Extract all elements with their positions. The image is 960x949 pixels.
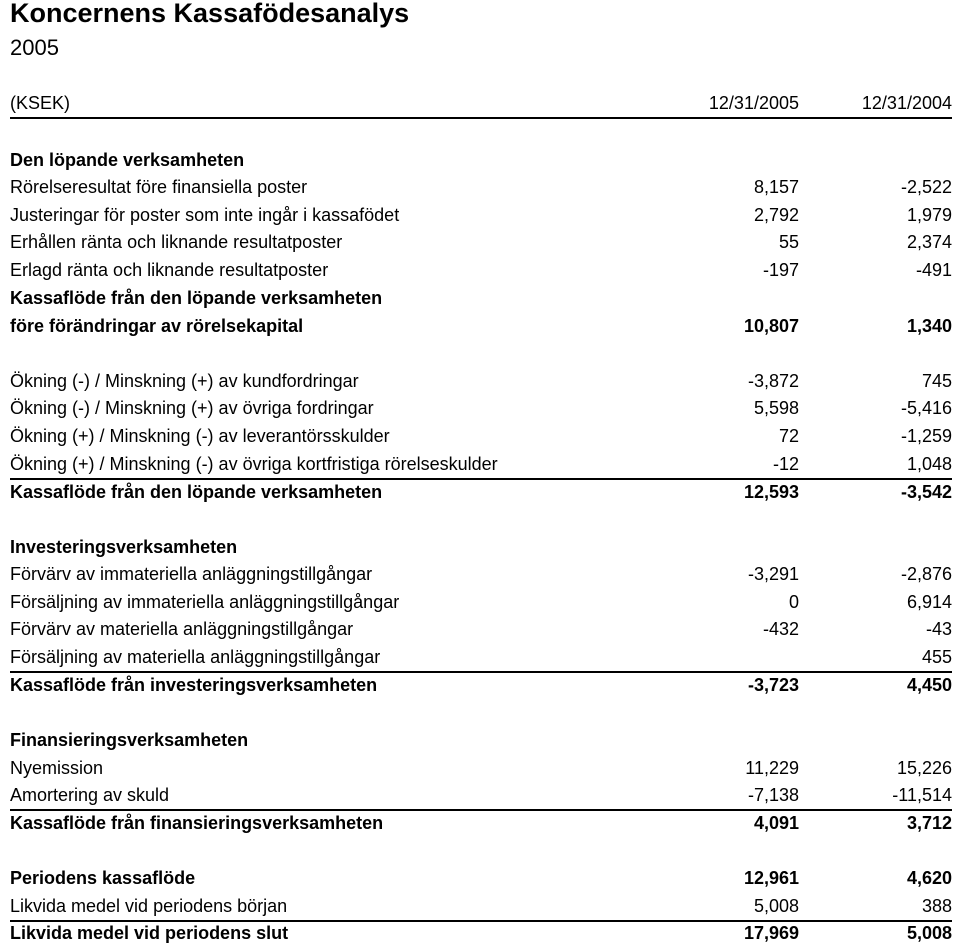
section-heading-label: Investeringsverksamheten: [10, 537, 238, 557]
table-row: [10, 782, 952, 811]
period-cashflow-row: [10, 865, 952, 892]
table-row: [10, 561, 952, 588]
value-2004: 1,979: [906, 205, 952, 225]
table-row: [10, 395, 952, 422]
table-row: [10, 616, 952, 643]
value-2004: 2,374: [906, 232, 952, 252]
value-2005: 0: [788, 592, 799, 612]
value-2004: 4,620: [906, 868, 952, 888]
row-label: Kassaflöde från den löpande verksamheten: [10, 482, 383, 502]
row-label: Kassaflöde från investeringsverksamheten: [10, 675, 378, 695]
total-row-financing: [10, 810, 952, 837]
table-row: [10, 257, 952, 284]
row-label: Periodens kassaflöde: [10, 868, 196, 888]
value-2005: 10,807: [743, 316, 799, 336]
row-label: Försäljning av materiella anläggningstillgångar: [10, 647, 381, 667]
value-2004: 3,712: [906, 813, 952, 833]
value-2004: -43: [925, 619, 952, 639]
table-row: [10, 202, 952, 229]
table-row: [10, 451, 952, 480]
value-2004: 6,914: [906, 592, 952, 612]
table-row: [10, 423, 952, 450]
value-2004: 15,226: [896, 758, 952, 778]
value-2005: -7,138: [747, 785, 799, 805]
row-label: Rörelseresultat före finansiella poster: [10, 177, 308, 197]
value-2004: 388: [921, 896, 952, 916]
section-heading-operating: [10, 147, 952, 174]
value-2004: -2,522: [900, 177, 952, 197]
value-2004: 455: [921, 647, 952, 667]
value-2005: -3,723: [747, 675, 799, 695]
value-2004: -2,876: [900, 564, 952, 584]
value-2005: 4,091: [753, 813, 799, 833]
table-row: [10, 589, 952, 616]
row-label: Ökning (-) / Minskning (+) av övriga fordringar: [10, 398, 374, 418]
value-2004: 5,008: [906, 923, 952, 943]
row-label: Erhållen ränta och liknande resultatposter: [10, 232, 343, 252]
table-row: [10, 644, 952, 673]
value-2004: -11,514: [892, 785, 952, 805]
value-2005: 12,593: [743, 482, 799, 502]
value-2005: 17,969: [743, 923, 799, 943]
table-row: [10, 229, 952, 256]
value-2005: 5,598: [753, 398, 799, 418]
total-row-operating: [10, 479, 952, 506]
unit-label: (KSEK): [10, 93, 71, 113]
table-row: [10, 174, 952, 201]
row-label: Likvida medel vid periodens slut: [10, 923, 289, 943]
row-label: Kassaflöde från finansieringsverksamheten: [10, 813, 384, 833]
value-2005: -197: [762, 260, 799, 280]
value-2004: 1,048: [906, 454, 952, 474]
row-label: Nyemission: [10, 758, 104, 778]
report-title: Koncernens Kassafödesanalys: [10, 0, 410, 28]
value-2005: 11,229: [745, 758, 799, 778]
row-label: Kassaflöde från den löpande verksamheten: [10, 288, 383, 308]
value-2004: -3,542: [900, 482, 952, 502]
subtotal-row-line1: [10, 285, 952, 312]
section-heading-label: Den löpande verksamheten: [10, 150, 245, 170]
row-label: Förvärv av materiella anläggningstillgångar: [10, 619, 354, 639]
row-label: Förvärv av immateriella anläggningstillgångar: [10, 564, 373, 584]
report-year: 2005: [10, 35, 59, 60]
value-2004: 745: [921, 371, 952, 391]
value-2005: -3,872: [747, 371, 799, 391]
section-heading-investing: [10, 534, 952, 561]
row-label: Försäljning av immateriella anläggningstillgångar: [10, 592, 400, 612]
row-label: Ökning (+) / Minskning (-) av övriga kortfristiga rörelseskulder: [10, 454, 498, 474]
row-label: före förändringar av rörelsekapital: [10, 316, 304, 336]
row-label: Likvida medel vid periodens början: [10, 896, 288, 916]
value-2005: -12: [772, 454, 799, 474]
table-row: [10, 368, 952, 395]
row-label: Amortering av skuld: [10, 785, 170, 805]
value-2005: -3,291: [747, 564, 799, 584]
value-2005: -432: [762, 619, 799, 639]
row-label: Ökning (-) / Minskning (+) av kundfordringar: [10, 371, 359, 391]
section-heading-financing: [10, 727, 952, 754]
opening-cash-row: [10, 893, 952, 922]
value-2005: 55: [778, 232, 799, 252]
column-header-row: [10, 90, 952, 119]
column-2004-header: 12/31/2004: [861, 93, 952, 113]
value-2005: 5,008: [753, 896, 799, 916]
value-2005: 8,157: [753, 177, 799, 197]
row-label: Justeringar för poster som inte ingår i kassafödet: [10, 205, 400, 225]
value-2005: 72: [778, 426, 799, 446]
row-label: Erlagd ränta och liknande resultatposter: [10, 260, 329, 280]
section-heading-label: Finansieringsverksamheten: [10, 730, 249, 750]
value-2004: -5,416: [900, 398, 952, 418]
table-row: [10, 755, 952, 782]
row-label: Ökning (+) / Minskning (-) av leverantörsskulder: [10, 426, 390, 446]
column-2005-header: 12/31/2005: [708, 93, 799, 113]
value-2004: -491: [915, 260, 952, 280]
value-2004: 4,450: [906, 675, 952, 695]
value-2004: 1,340: [906, 316, 952, 336]
value-2004: -1,259: [900, 426, 952, 446]
total-row-investing: [10, 672, 952, 699]
closing-cash-row: [10, 920, 952, 947]
value-2005: 2,792: [753, 205, 799, 225]
value-2005: 12,961: [743, 868, 799, 888]
subtotal-row-line2: [10, 313, 952, 340]
